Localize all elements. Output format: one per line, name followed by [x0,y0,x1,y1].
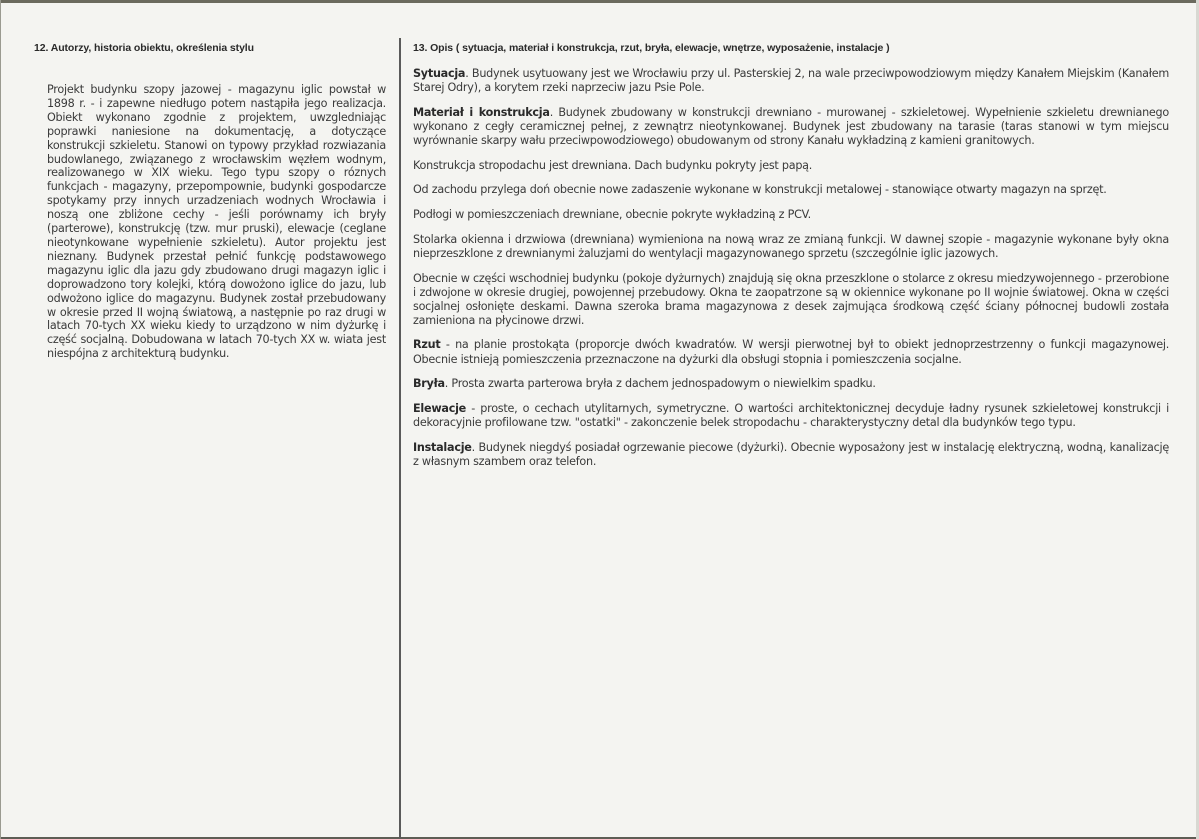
paragraph-lead: Elewacje [413,401,467,415]
paragraph-text: . Prosta zwarta parterowa bryła z dachem jednospadowym o niewielkim spadku. [444,377,876,391]
section-13-description [413,42,1169,480]
paragraph-text: Od zachodu przylega doń obecnie nowe zadaszenie wykonane w konstrukcji metalowej - stanowiące otwarty magazyn na sprzęt. [413,183,1107,197]
paragraph-lead: Instalacje [413,440,472,454]
paragraph-text: Konstrukcja stropodachu jest drewniana. Dach budynku pokryty jest papą. [413,158,813,172]
section-12-authors-history [34,42,386,361]
paragraph-text: Podłogi w pomieszczeniach drewniane, obecnie pokryte wykładziną z PCV. [413,208,811,222]
paragraph-bryla [413,377,1169,391]
column-divider [399,38,401,839]
paragraph-stropodach [413,159,1169,173]
paragraph-okna-wschod [413,272,1169,328]
paragraph-lead: Sytuacja [413,67,466,80]
paragraph-lead: Materiał i konstrukcja [413,105,550,119]
paragraph-elewacje [413,402,1169,430]
paragraph-lead: Rzut [413,338,441,352]
paragraph-material-konstrukcja [413,106,1169,148]
paragraph-stolarka [413,233,1169,261]
paragraph-text: . Budynek zbudowany w konstrukcji drewniano - murowanej - szkieletowej. Wypełnienie szkieletu drewnianego wykonano z cegły ceramicznej pełnej, z zewnątrz nieotynkowanej. Budynek jest zbudowany na tarasie (taras stanowi w tym miejscu wyrównanie skarpy wału przeciwpowodziowego) obudowanym od strony Kanału wykładziną z kamieni granitowych. [413,105,1169,147]
scan-left-edge [0,0,1,839]
paragraph-text: - proste, o cechach utylitarnych, symetryczne. O wartości architektonicznej decyduje ładny rysunek szkieletowej konstrukcji i dekoracyjnie profilowane tzw. "ostatki" - zakonczenie belek stropodachu - charakterystyczny detal dla budynków tego typu. [413,401,1169,430]
section-12-text: Projekt budynku szopy jazowej - magazynu iglic powstał w 1898 r. - i zapewne niedługo potem nastąpiła jego realizacja. Obiekt wykonano zgodnie z projektem, uwzgledniając poprawki naniesione na dokumentację, a dotyczące konstrukcji szkieletu. Stanowi on typowy przykład rozwiazania budowlanego, związanego z wrocławskim węzłem wodnym, realizowanego w XIX wieku. Tego typu szopy o róznych funkcjach - magazyny, przepompownie, budynki gospodarcze spotykamy przy innych urzadzeniach wodnych Wrocławia i noszą one zbliżone cechy - jeśli porównamy ich bryły (parterowe), konstrukcję (tzw. mur pruski), elewacje (ceglane nieotynkowane wypełnienie szkieletu). Autor projektu jest nieznany. Budynek przestał pełnić funkcję podstawowego magazynu iglic dla jazu gdy zbudowano drugi magazyn iglic i doprowadzono tory kolejki, którą dowożono iglice do jazu, lub odwożono iglice do magazynu. Budynek został przebudowany w okresie przed II wojną światową, a następnie po raz drugi w latach 70-tych XX wieku kiedy to urządzono w nim dyżurkę i część socjalną. Dobudowana w latach 70-tych XX w. wiata jest niespójna z architekturą budynku. [47,83,386,361]
scan-top-edge [0,0,1199,3]
paragraph-podlogi [413,208,1169,222]
paragraph-lead: Bryła [413,377,445,391]
paragraph-text: Stolarka okienna i drzwiowa (drewniana) wymieniona na nową wraz ze zmianą funkcji. W dawnej szopie - magazynie wykonane były okna nieprzeszklone z drewnianymi żaluzjami do wentylacji magazynowanego sprzetu (szczególnie iglic jazowych. [413,232,1169,260]
paragraph-rzut [413,338,1169,366]
section-13-heading: 13. Opis ( sytuacja, materiał i konstrukcja, rzut, bryła, elewacje, wnętrze, wyposażenie, instalacje ) [413,42,890,54]
paragraph-text: - na planie prostokąta (proporcje dwóch kwadratów. W wersji pierwotnej był to obiekt jednoprzestrzenny o funkcji magazynowej. Obecnie istnieją pomieszczenia przeznaczone na dyżurki dla obsługi stopnia i pomieszczenia socjalne. [413,338,1169,366]
section-12-heading: 12. Autorzy, historia obiektu, określenia stylu [34,42,254,54]
paragraph-sytuacja [413,67,1169,95]
paragraph-text: Obecnie w części wschodniej budynku (pokoje dyżurnych) znajdują się okna przeszklone o stolarce z okresu miedzywojennego - przerobione i zdwojone w okresie drugiej, powojennej przebudowy. Okna te zaopatrzone są w okiennice wykonane po II wojnie światowej. Okna w części socjalnej osłonięte deskami. Dawna szeroka brama magazynowa z desek zajmująca środkową część ściany północnej budowli została zamieniona na płycinowe drzwi. [413,271,1169,327]
paragraph-zadaszenie [413,183,1169,197]
paragraph-instalacje [413,441,1169,469]
paragraph-text: . Budynek niegdyś posiadał ogrzewanie piecowe (dyżurki). Obecnie wyposażony jest w instalację elektryczną, wodną, kanalizację z własnym szambem oraz telefon. [413,440,1169,468]
paragraph-text: . Budynek usytuowany jest we Wrocławiu przy ul. Pasterskiej 2, na wale przeciwpowodziowym między Kanałem Miejskim (Kanałem Starej Odry), a korytem rzeki naprzeciw jazu Psie Pole. [413,67,1169,95]
